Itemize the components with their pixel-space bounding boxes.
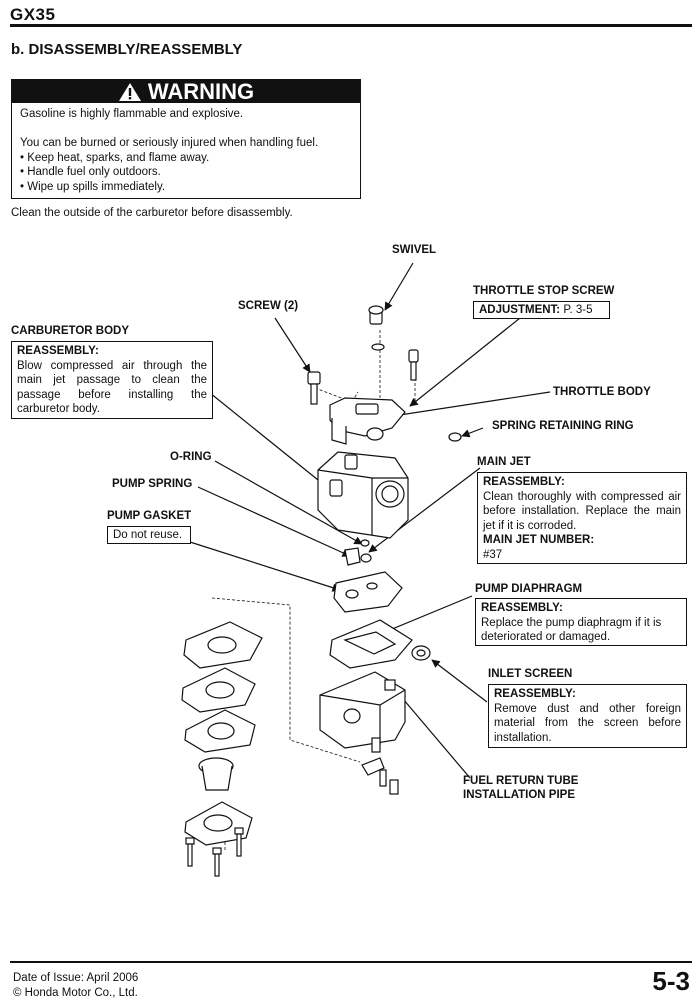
reassembly-heading: REASSEMBLY:	[483, 476, 565, 488]
adjustment-page-ref: P. 3-5	[560, 304, 593, 316]
warning-bullet: • Keep heat, sparks, and flame away.	[20, 151, 210, 164]
manual-model-title: GX35	[10, 5, 56, 24]
adjustment-heading: ADJUSTMENT:	[479, 304, 561, 316]
label-spring-retaining-ring: SPRING RETAINING RING	[492, 420, 634, 432]
label-inlet-screen: INLET SCREEN	[488, 668, 573, 680]
reassembly-text: Blow compressed air through the main jet passage to clean the passage before installing the carburetor body.	[17, 359, 207, 416]
reassembly-text: Clean thoroughly with compressed air before installation. Replace the main jet if it is corroded.	[483, 490, 681, 532]
label-throttle-body: THROTTLE BODY	[553, 386, 651, 398]
footer-rule	[10, 961, 692, 963]
copyright: © Honda Motor Co., Ltd.	[13, 987, 138, 999]
reassembly-heading: REASSEMBLY:	[481, 602, 563, 614]
adjustment-ref-box	[473, 301, 610, 319]
intro-text: Clean the outside of the carburetor before disassembly.	[11, 207, 293, 219]
reassembly-text: Replace the pump diaphragm if it is deteriorated or damaged.	[481, 616, 662, 644]
main-jet-number: #37	[483, 548, 503, 561]
label-o-ring: O-RING	[170, 451, 212, 463]
label-fuel-return-tube: FUEL RETURN TUBE	[463, 775, 579, 787]
label-pump-diaphragm: PUMP DIAPHRAGM	[475, 583, 583, 595]
warning-line: Gasoline is highly flammable and explosive.	[20, 108, 244, 120]
label-installation-pipe: INSTALLATION PIPE	[463, 789, 576, 801]
carburetor-body-reassembly-box	[11, 341, 213, 419]
label-swivel: SWIVEL	[392, 244, 437, 256]
gasket-note: Do not reuse.	[113, 529, 183, 541]
reassembly-heading: REASSEMBLY:	[494, 688, 576, 700]
page-number: 5-3	[652, 966, 690, 996]
label-carburetor-body: CARBURETOR BODY	[11, 325, 129, 337]
issue-date: Date of Issue: April 2006	[13, 972, 139, 984]
warning-bullet: • Handle fuel only outdoors.	[20, 166, 161, 179]
pump-gasket-note-box	[107, 526, 191, 544]
main-jet-reassembly-box	[477, 472, 687, 564]
label-pump-spring: PUMP SPRING	[112, 478, 193, 490]
main-jet-number-heading: MAIN JET NUMBER:	[483, 534, 595, 547]
warning-bullet: • Wipe up spills immediately.	[20, 180, 166, 193]
inlet-screen-reassembly-box	[488, 684, 687, 748]
label-pump-gasket: PUMP GASKET	[107, 510, 192, 522]
section-title: b. DISASSEMBLY/REASSEMBLY	[11, 41, 243, 58]
label-throttle-stop-screw: THROTTLE STOP SCREW	[473, 285, 615, 297]
warning-line: You can be burned or seriously injured when handling fuel.	[20, 137, 319, 150]
pump-diaphragm-reassembly-box	[475, 598, 687, 646]
label-screw: SCREW (2)	[238, 300, 299, 312]
reassembly-text: Remove dust and other foreign material from the screen before installation.	[494, 702, 681, 744]
reassembly-heading: REASSEMBLY:	[17, 345, 99, 357]
warning-title: WARNING	[147, 78, 255, 104]
label-main-jet: MAIN JET	[477, 456, 531, 468]
